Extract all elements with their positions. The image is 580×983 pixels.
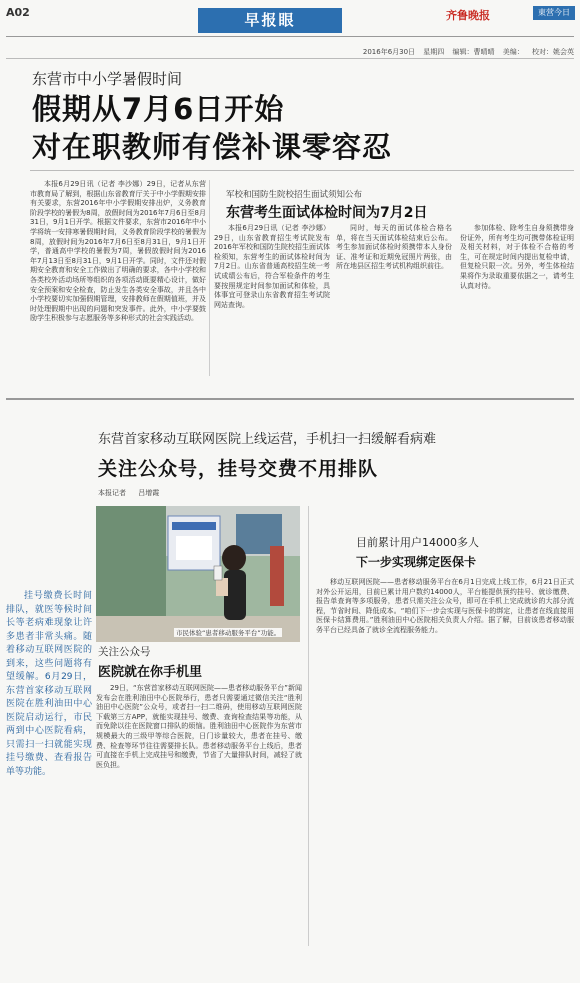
photo-caption: 市民体验“患者移动服务平台”功能。 xyxy=(176,629,281,637)
dateline xyxy=(6,47,574,57)
story2-right-body: 移动互联网医院——患者移动服务平台在6月1日完成上线工作，6月21日正式对外公开运用，目前已累计用户数约14000人，平台能提供预约挂号、就诊缴费、报告单查询等多项服务，患者只需关注公众号，即可在手机上完成就诊的大部分流程，节省时间、降低成本。“咱们下一步会实现与医保卡的绑定，让患者在线直接用医保卡结算费用。”胜利油田中心医院相关负责人介绍。据了解，目前该患者移动服务平台已经具备了就诊全流程服务能力。 xyxy=(316,578,574,634)
story2-left-subhead: 关注公众号 xyxy=(98,646,151,658)
story2-right-kicker: 目前累计用户14000多人 xyxy=(356,536,479,549)
designer-credit: 美编： xyxy=(502,48,524,56)
byline-author: 吕增霞 xyxy=(138,489,160,497)
story2-left-headline: 医院就在你手机里 xyxy=(98,665,203,680)
issue-date: 2016年6月30日 xyxy=(362,48,416,56)
newspaper-logo: 齐鲁晚报 xyxy=(446,9,490,22)
story1-kicker: 东营市中小学暑假时间 xyxy=(32,70,183,88)
issue-weekday: 星期四 xyxy=(423,48,445,56)
edition-badge: 東营今日 xyxy=(533,6,575,20)
story1-rule xyxy=(30,170,574,171)
story1-body: 本报6月29日讯（记者 李沙娜）29日，记者从东营市教育局了解到，根据山东省教育厅关于中小学假期安排有关要求，东营2016年中小学假期安排出炉，义务教育阶段学校的暑假为8周，放假时间为2016年7月6日至8月31日，9月1日开学。根据文件要求，东营市2016年中小学将统一安排寒暑假期时间，义务教育阶段学校的暑假为8周，放假时间为2016年7月6日至8月31日，9月1日开学，普通高中学校的暑假为7周，暑假放假时间为2016年7月13日至8月31日，9月1日开学。同时，文件还对假期安全教育和安全工作做出了明确的要求，各中小学校和各类校外活动场所等组织的各项活动既要精心设计，做好安全预案和安全检查，防止发生各类安全事故，并且各中小学校要切实加强假期管理，安排教师在假期值班，并及时处理假期中出现的问题和突发事件。此外，中小学要鼓励学生积极参与志愿服务等多种形式的社会实践活动。 xyxy=(30,180,206,323)
story2-right-headline: 下一步实现绑定医保卡 xyxy=(356,555,477,569)
page-number: A02 xyxy=(6,6,30,19)
story1b-body-col2: 同时，每天的面试体检合格名单，将在当天面试体检结束后公布。考生参加面试体检时须携带本人身份证、准考证和近期免冠照片两张，由所在地县区招生考试机构组织前往。 xyxy=(336,224,452,271)
column-divider-2 xyxy=(308,506,309,946)
story2-sidebar: 挂号缴费长时间排队，就医等候时间长等老病难现象让许多患者非常头痛。随着移动互联网医院的到来，这些问题将有望缓解。6月29日，东营首家移动互联网医院在胜利油田中心医院启动运行，市民两到中心医院看病，只需扫一扫就能实现挂号缴费、查看报告单等功能。 xyxy=(6,591,92,777)
photo-illustration xyxy=(96,506,300,642)
story2-kicker: 东营首家移动互联网医院上线运营，手机扫一扫缓解看病难 xyxy=(98,432,437,447)
story1b-kicker: 军校和国防生院校招生面试须知公布 xyxy=(226,190,363,200)
news-photo xyxy=(96,506,300,642)
header-rule xyxy=(6,36,574,37)
story1b-body-col1: 本报6月29日讯（记者 李沙娜）29日，山东省教育招生考试院发布2016年军校和国防生院校招生面试体检须知，东营考生的面试体检时间为7月2日。山东省普通高校招生统一考试成绩公布后，符合军检条件的考生要按照规定时间参加面试和体检，具体事宜可登录山东省教育招生考试院网站查询。 xyxy=(214,224,330,309)
story2-byline xyxy=(98,488,169,498)
section-title: 早报眼 xyxy=(198,8,342,33)
story2-left-body: 29日，“东营首家移动互联网医院——患者移动服务平台”新闻发布会在胜利油田中心医院举行，患者只需要通过微信关注“胜利油田中心医院”公众号，或者扫一扫二维码，使用移动互联网医院下载第三方APP，就能实现挂号、缴费、查询检查结果等功能，从而免除以往在医院窗口排队的烦恼。胜利油田中心医院作为东营市规模最大的三级甲等综合医院，日门诊量较大，患者在挂号、缴费、检查等环节往往需要排长队。患者移动服务平台上线后，患者可直接在手机上完成挂号和缴费，节省了大量排队时间，减轻了就医负担。 xyxy=(96,684,302,769)
story-separator xyxy=(6,398,574,400)
story1-headline xyxy=(32,90,392,166)
byline-paper: 本报记者 xyxy=(98,489,126,497)
story1-headline-line1: 假期从7月6日开始 xyxy=(32,92,285,126)
page-header xyxy=(0,0,580,36)
story1b-headline: 东营考生面试体检时间为7月2日 xyxy=(226,205,428,221)
editor-credit: 编辑：曹晴晴 xyxy=(452,48,495,56)
story1-headline-line2: 对在职教师有偿补课零容忍 xyxy=(32,130,393,164)
proofreader-credit: 校对：姚会英 xyxy=(532,48,574,56)
column-divider xyxy=(209,180,210,376)
dateline-rule xyxy=(6,58,574,59)
story2-headline: 关注公众号，挂号交费不用排队 xyxy=(98,458,379,480)
story1b-body-col3: 参加体检、除考生自身须携带身份证外，所有考生均可携带体检证明及相关材料，对于体检不合格的考生，可在规定时间内提出复检申请，但复检只限一次。另外，考生体检结果将作为录取重要依据之一，请考生认真对待。 xyxy=(460,224,574,290)
